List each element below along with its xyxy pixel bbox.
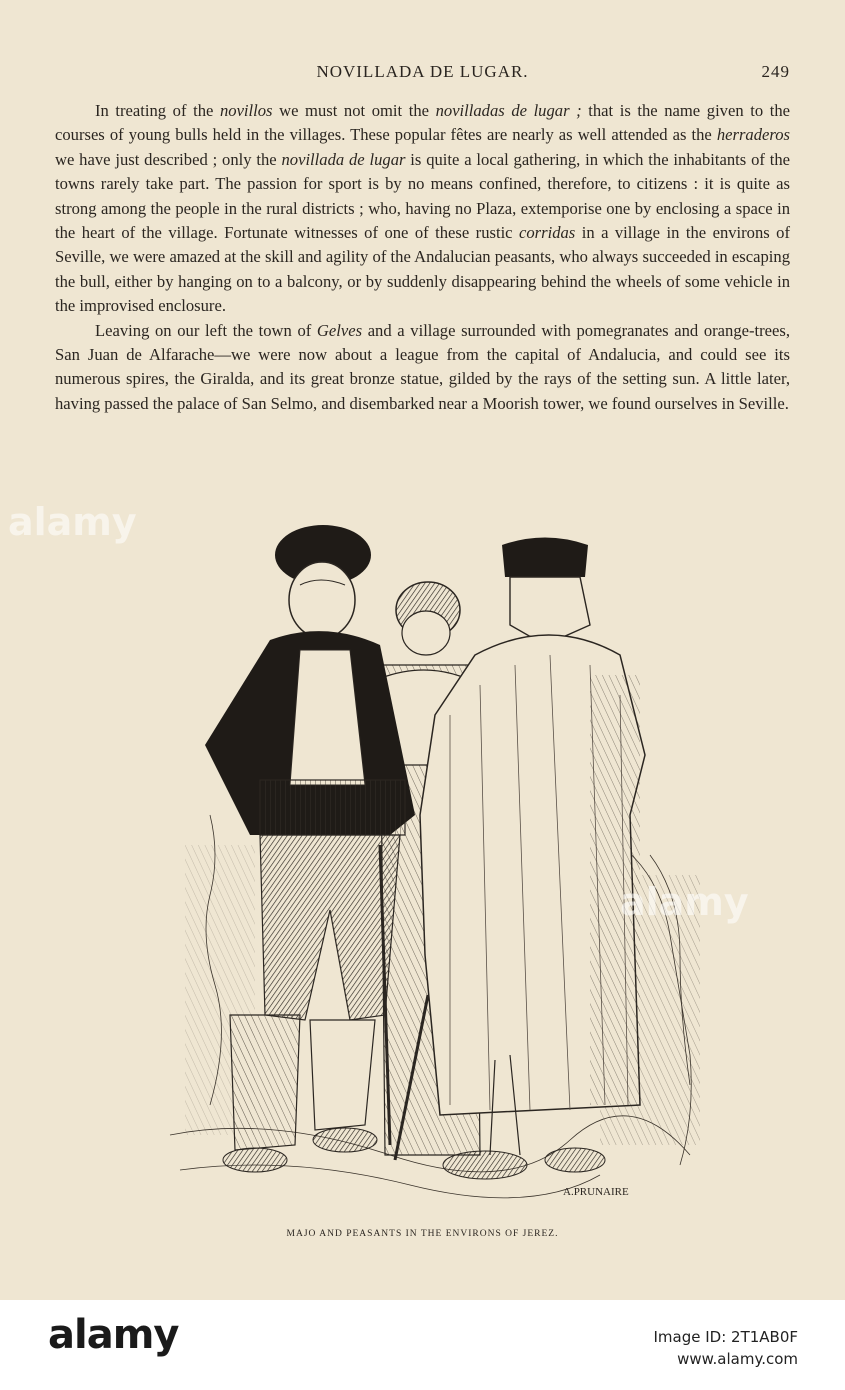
text-run: Leaving on our left the town of: [95, 320, 317, 340]
watermark-overlay: alamy: [620, 880, 749, 924]
text-run: we must not omit the: [272, 101, 436, 120]
text-run: in a village in the environs of Seville, we were amazed at the skill and agility of the Andalucian peasants, who always succeeded in escaping the bull, either by hanging on to a balcony, or by suddenly disappearing behind the wheels of some vehicle in the improvised enclosure.: [55, 223, 790, 316]
paragraph-1: [55, 99, 790, 319]
image-id: Image ID: 2T1AB0F: [653, 1328, 798, 1346]
site-url: www.alamy.com: [677, 1350, 798, 1368]
page-number: 249: [761, 62, 790, 81]
running-title: NOVILLADA DE LUGAR.: [316, 62, 529, 81]
text-run: is quite a local gathering, in which the inhabitants of the towns rarely take part. The passion for sport is by no means confined, therefore, to citizens : it is quite as strong among the people in the rural districts ; who, having no Plaza, extemporise one by enclosing a space in the heart of the village. Fortunate witnesses of one of these rustic: [55, 149, 790, 243]
text-run: In treating of the: [95, 101, 220, 120]
italic-term: herraderos: [716, 125, 790, 145]
illustration-caption: MAJO AND PEASANTS IN THE ENVIRONS OF JEREZ.: [286, 1229, 559, 1239]
italic-term: Gelves: [316, 320, 363, 340]
body-text: [55, 99, 790, 416]
italic-term: novilladas de lugar ;: [435, 101, 582, 120]
text-run: that is the name given to the courses of young bulls held in the villages. These popular fêtes are nearly as well attended as the: [55, 101, 790, 145]
text-run: we have just described ; only the: [55, 149, 282, 169]
alamy-logo: alamy: [48, 1312, 179, 1358]
watermark-overlay: alamy: [8, 500, 137, 544]
engraving-illustration-icon: [150, 515, 710, 1205]
paragraph-2: [55, 319, 790, 417]
image-id-block: [653, 1326, 798, 1370]
italic-term: corridas: [519, 223, 576, 243]
text-run: and a village surrounded with pomegranates and orange-trees, San Juan de Alfarache—we were now about a league from the capital of Andalucia, and could see its numerous spires, the Giralda, and its great bronze statue, gilded by the rays of the setting sun. A little later, having passed the palace of San Selmo, and disembarked near a Moorish tower, we found ourselves in Seville.: [55, 320, 791, 413]
running-head: [55, 62, 790, 86]
italic-term: novillos: [219, 101, 273, 120]
engraver-signature: A.PRUNAIRE: [563, 1186, 629, 1198]
italic-term: novillada de lugar: [281, 149, 406, 169]
